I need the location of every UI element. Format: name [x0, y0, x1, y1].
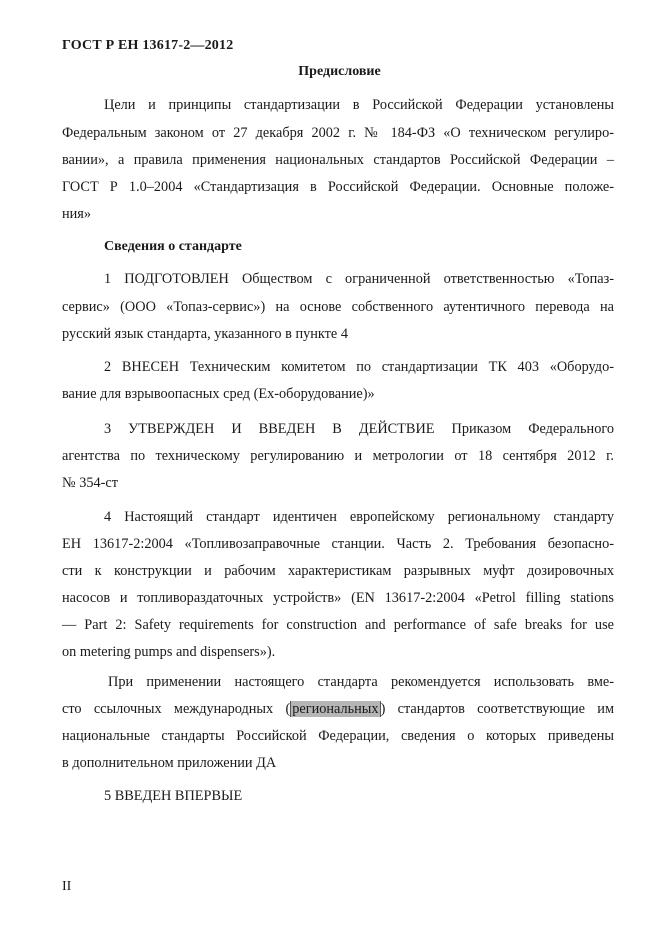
- item4-line: 4 Настоящий стандарт идентичен европейскому региональному стандарту: [104, 509, 614, 525]
- item3-line: № 354-ст: [62, 475, 119, 491]
- page-number: II: [62, 879, 72, 894]
- note-line: национальные стандарты Российской Федерации, сведения о которых приведены: [62, 728, 614, 744]
- item1-line: русский язык стандарта, указанного в пункте 4: [62, 326, 348, 342]
- note-line: в дополнительном приложении ДА: [62, 755, 277, 771]
- item2-line: вание для взрывоопасных сред (Ex-оборудование)»: [62, 386, 375, 402]
- note-text: ) стандартов соответствующие им: [380, 701, 614, 717]
- item4-line: — Part 2: Safety requirements for construction and performance of safe breaks for use: [62, 617, 614, 633]
- foreword-line: Цели и принципы стандартизации в Российской Федерации установлены: [104, 97, 614, 113]
- standard-code: ГОСТ Р ЕН 13617-2—2012: [62, 38, 234, 53]
- item4-line: on metering pumps and dispensers»).: [62, 644, 276, 660]
- note-line: При применении настоящего стандарта рекомендуется использовать вме-: [108, 674, 614, 690]
- foreword-line: вании», а правила применения национальных стандартов Российской Федерации –: [62, 152, 614, 168]
- item2-line: 2 ВНЕСЕН Техническим комитетом по стандартизации ТК 403 «Оборудо-: [104, 359, 614, 375]
- highlighted-word: региональных: [292, 701, 379, 717]
- foreword-line: ния»: [62, 206, 92, 222]
- item4-line: ЕН 13617-2:2004 «Топливозаправочные станции. Часть 2. Требования безопасно-: [62, 536, 614, 552]
- foreword-line: ГОСТ Р 1.0–2004 «Стандартизация в Российской Федерации. Основные положе-: [62, 179, 614, 195]
- item1-line: сервис» (ООО «Топаз-сервис») на основе собственного аутентичного перевода на: [62, 299, 614, 315]
- foreword-title: Предисловие: [298, 64, 381, 79]
- item3-line: 3 УТВЕРЖДЕН И ВВЕДЕН В ДЕЙСТВИЕ Приказом Федерального: [104, 421, 614, 437]
- item3-line: агентства по техническому регулированию и метрологии от 18 сентября 2012 г.: [62, 448, 614, 464]
- item4-line: насосов и топливораздаточных устройств» (EN 13617-2:2004 «Petrol filling stations: [62, 590, 614, 606]
- note-line: [62, 700, 614, 718]
- item1-line: 1 ПОДГОТОВЛЕН Обществом с ограниченной ответственностью «Топаз-: [104, 271, 614, 287]
- foreword-line: Федеральным законом от 27 декабря 2002 г. № 184-ФЗ «О техническом регулиро-: [62, 125, 614, 141]
- item5-line: 5 ВВЕДЕН ВПЕРВЫЕ: [104, 788, 243, 804]
- info-heading: Сведения о стандарте: [104, 239, 242, 254]
- note-text: сто ссылочных международных (: [62, 701, 291, 717]
- item4-line: сти к конструкции и рабочим характеристикам разрывных муфт дозировочных: [62, 563, 614, 579]
